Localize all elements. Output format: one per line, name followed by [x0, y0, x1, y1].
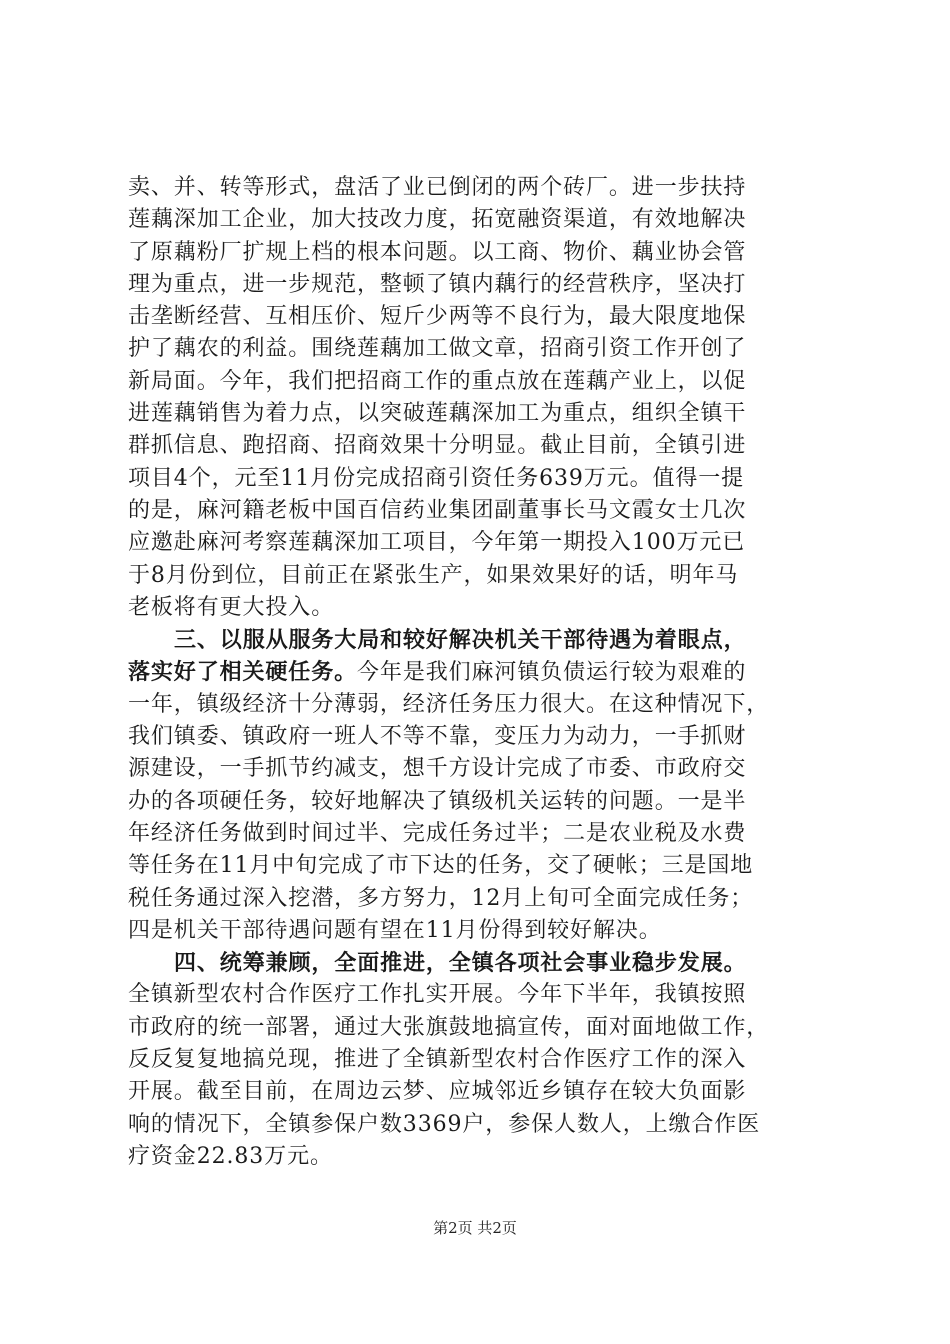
text-line [128, 979, 848, 1011]
paragraph-text: 老板将有更大投入。 [128, 594, 335, 620]
text-line [128, 721, 848, 753]
paragraph-text: 反反复复地搞兑现，推进了全镇新型农村合作医疗工作的深入 [128, 1047, 747, 1073]
paragraph-text: 四是机关干部待遇问题有望在11月份得到较好解决。 [128, 917, 662, 943]
paragraph-text: 进莲藕销售为着力点，以突破莲藕深加工为重点，组织全镇干 [128, 401, 747, 427]
text-line [128, 237, 848, 269]
text-line [128, 786, 848, 818]
text-line [128, 883, 848, 915]
paragraph-text: 一年，镇级经济十分薄弱，经济任务压力很大。在这种情况下， [128, 691, 770, 717]
text-line [128, 1109, 848, 1141]
paragraph-text: 源建设，一手抓节约减支，想千方设计完成了市委、市政府交 [128, 756, 747, 782]
paragraph-text: 办的各项硬任务，较好地解决了镇级机关运转的问题。一是半 [128, 788, 747, 814]
text-line [128, 430, 848, 462]
paragraph-text: 项目4个，元至11月份完成招商引资任务639万元。值得一提 [128, 465, 745, 491]
text-line [128, 1012, 848, 1044]
paragraph-text: 市政府的统一部署，通过大张旗鼓地搞宣传，面对面地做工作， [128, 1014, 770, 1040]
text-line [128, 850, 848, 882]
section-heading: 落实好了相关硬任务。 [128, 659, 358, 686]
text-line [128, 1141, 848, 1173]
text-line [128, 624, 848, 656]
paragraph-text: 于8月份到位，目前正在紧张生产，如果效果好的话，明年马 [128, 562, 739, 588]
paragraph-text: 开展。截至目前，在周边云梦、应城邻近乡镇存在较大负面影 [128, 1079, 747, 1105]
paragraph-text: 年经济任务做到时间过半、完成任务过半；二是农业税及水费 [128, 820, 747, 846]
text-line [128, 1044, 848, 1076]
paragraph-text: 的是，麻河籍老板中国百信药业集团副董事长马文霞女士几次 [128, 497, 747, 523]
text-line [128, 689, 848, 721]
text-line [128, 172, 848, 204]
section-heading: 三、以服从服务大局和较好解决机关干部待遇为着眼点， [174, 627, 747, 654]
paragraph-text: 疗资金22.83万元。 [128, 1143, 333, 1169]
paragraph-text: 等任务在11月中旬完成了市下达的任务，交了硬帐；三是国地 [128, 853, 754, 879]
paragraph-text: 群抓信息、跑招商、招商效果十分明显。截止目前，全镇引进 [128, 433, 747, 459]
text-line [128, 398, 848, 430]
text-line [128, 495, 848, 527]
paragraph-text: 了原藕粉厂扩规上档的根本问题。以工商、物价、藕业协会管 [128, 239, 747, 265]
text-line [128, 204, 848, 236]
paragraph-text: 新局面。今年，我们把招商工作的重点放在莲藕产业上，以促 [128, 368, 747, 394]
paragraph-text: 击垄断经营、互相压价、短斤少两等不良行为，最大限度地保 [128, 304, 747, 330]
text-line [128, 366, 848, 398]
paragraph-text: 理为重点，进一步规范，整顿了镇内藕行的经营秩序，坚决打 [128, 271, 747, 297]
text-line [128, 527, 848, 559]
text-line [128, 592, 848, 624]
page-footer: 第2页 共2页 [433, 1219, 517, 1237]
text-line [128, 301, 848, 333]
text-line [128, 947, 848, 979]
section-heading: 四、统筹兼顾，全面推进，全镇各项社会事业稳步发展。 [174, 950, 747, 977]
text-line [128, 463, 848, 495]
text-line [128, 753, 848, 785]
paragraph-text: 我们镇委、镇政府一班人不等不靠，变压力为动力，一手抓财 [128, 724, 747, 750]
paragraph-text: 全镇新型农村合作医疗工作扎实开展。今年下半年，我镇按照 [128, 982, 747, 1008]
text-line [128, 915, 848, 947]
paragraph-text: 应邀赴麻河考察莲藕深加工项目，今年第一期投入100万元已 [128, 530, 746, 556]
paragraph-text: 今年是我们麻河镇负债运行较为艰难的 [357, 660, 747, 686]
text-line [128, 269, 848, 301]
text-line [128, 656, 848, 688]
paragraph-text: 响的情况下，全镇参保户数3369户，参保人数人，上缴合作医 [128, 1111, 761, 1137]
text-line [128, 333, 848, 365]
body-text [128, 172, 848, 1173]
paragraph-text: 莲藕深加工企业，加大技改力度，拓宽融资渠道，有效地解决 [128, 207, 747, 233]
text-line [128, 560, 848, 592]
paragraph-text: 卖、并、转等形式，盘活了业已倒闭的两个砖厂。进一步扶持 [128, 175, 747, 200]
paragraph-text: 护了藕农的利益。围绕莲藕加工做文章，招商引资工作开创了 [128, 336, 747, 362]
text-line [128, 818, 848, 850]
text-line [128, 1076, 848, 1108]
paragraph-text: 税任务通过深入挖潜，多方努力，12月上旬可全面完成任务； [128, 885, 754, 911]
